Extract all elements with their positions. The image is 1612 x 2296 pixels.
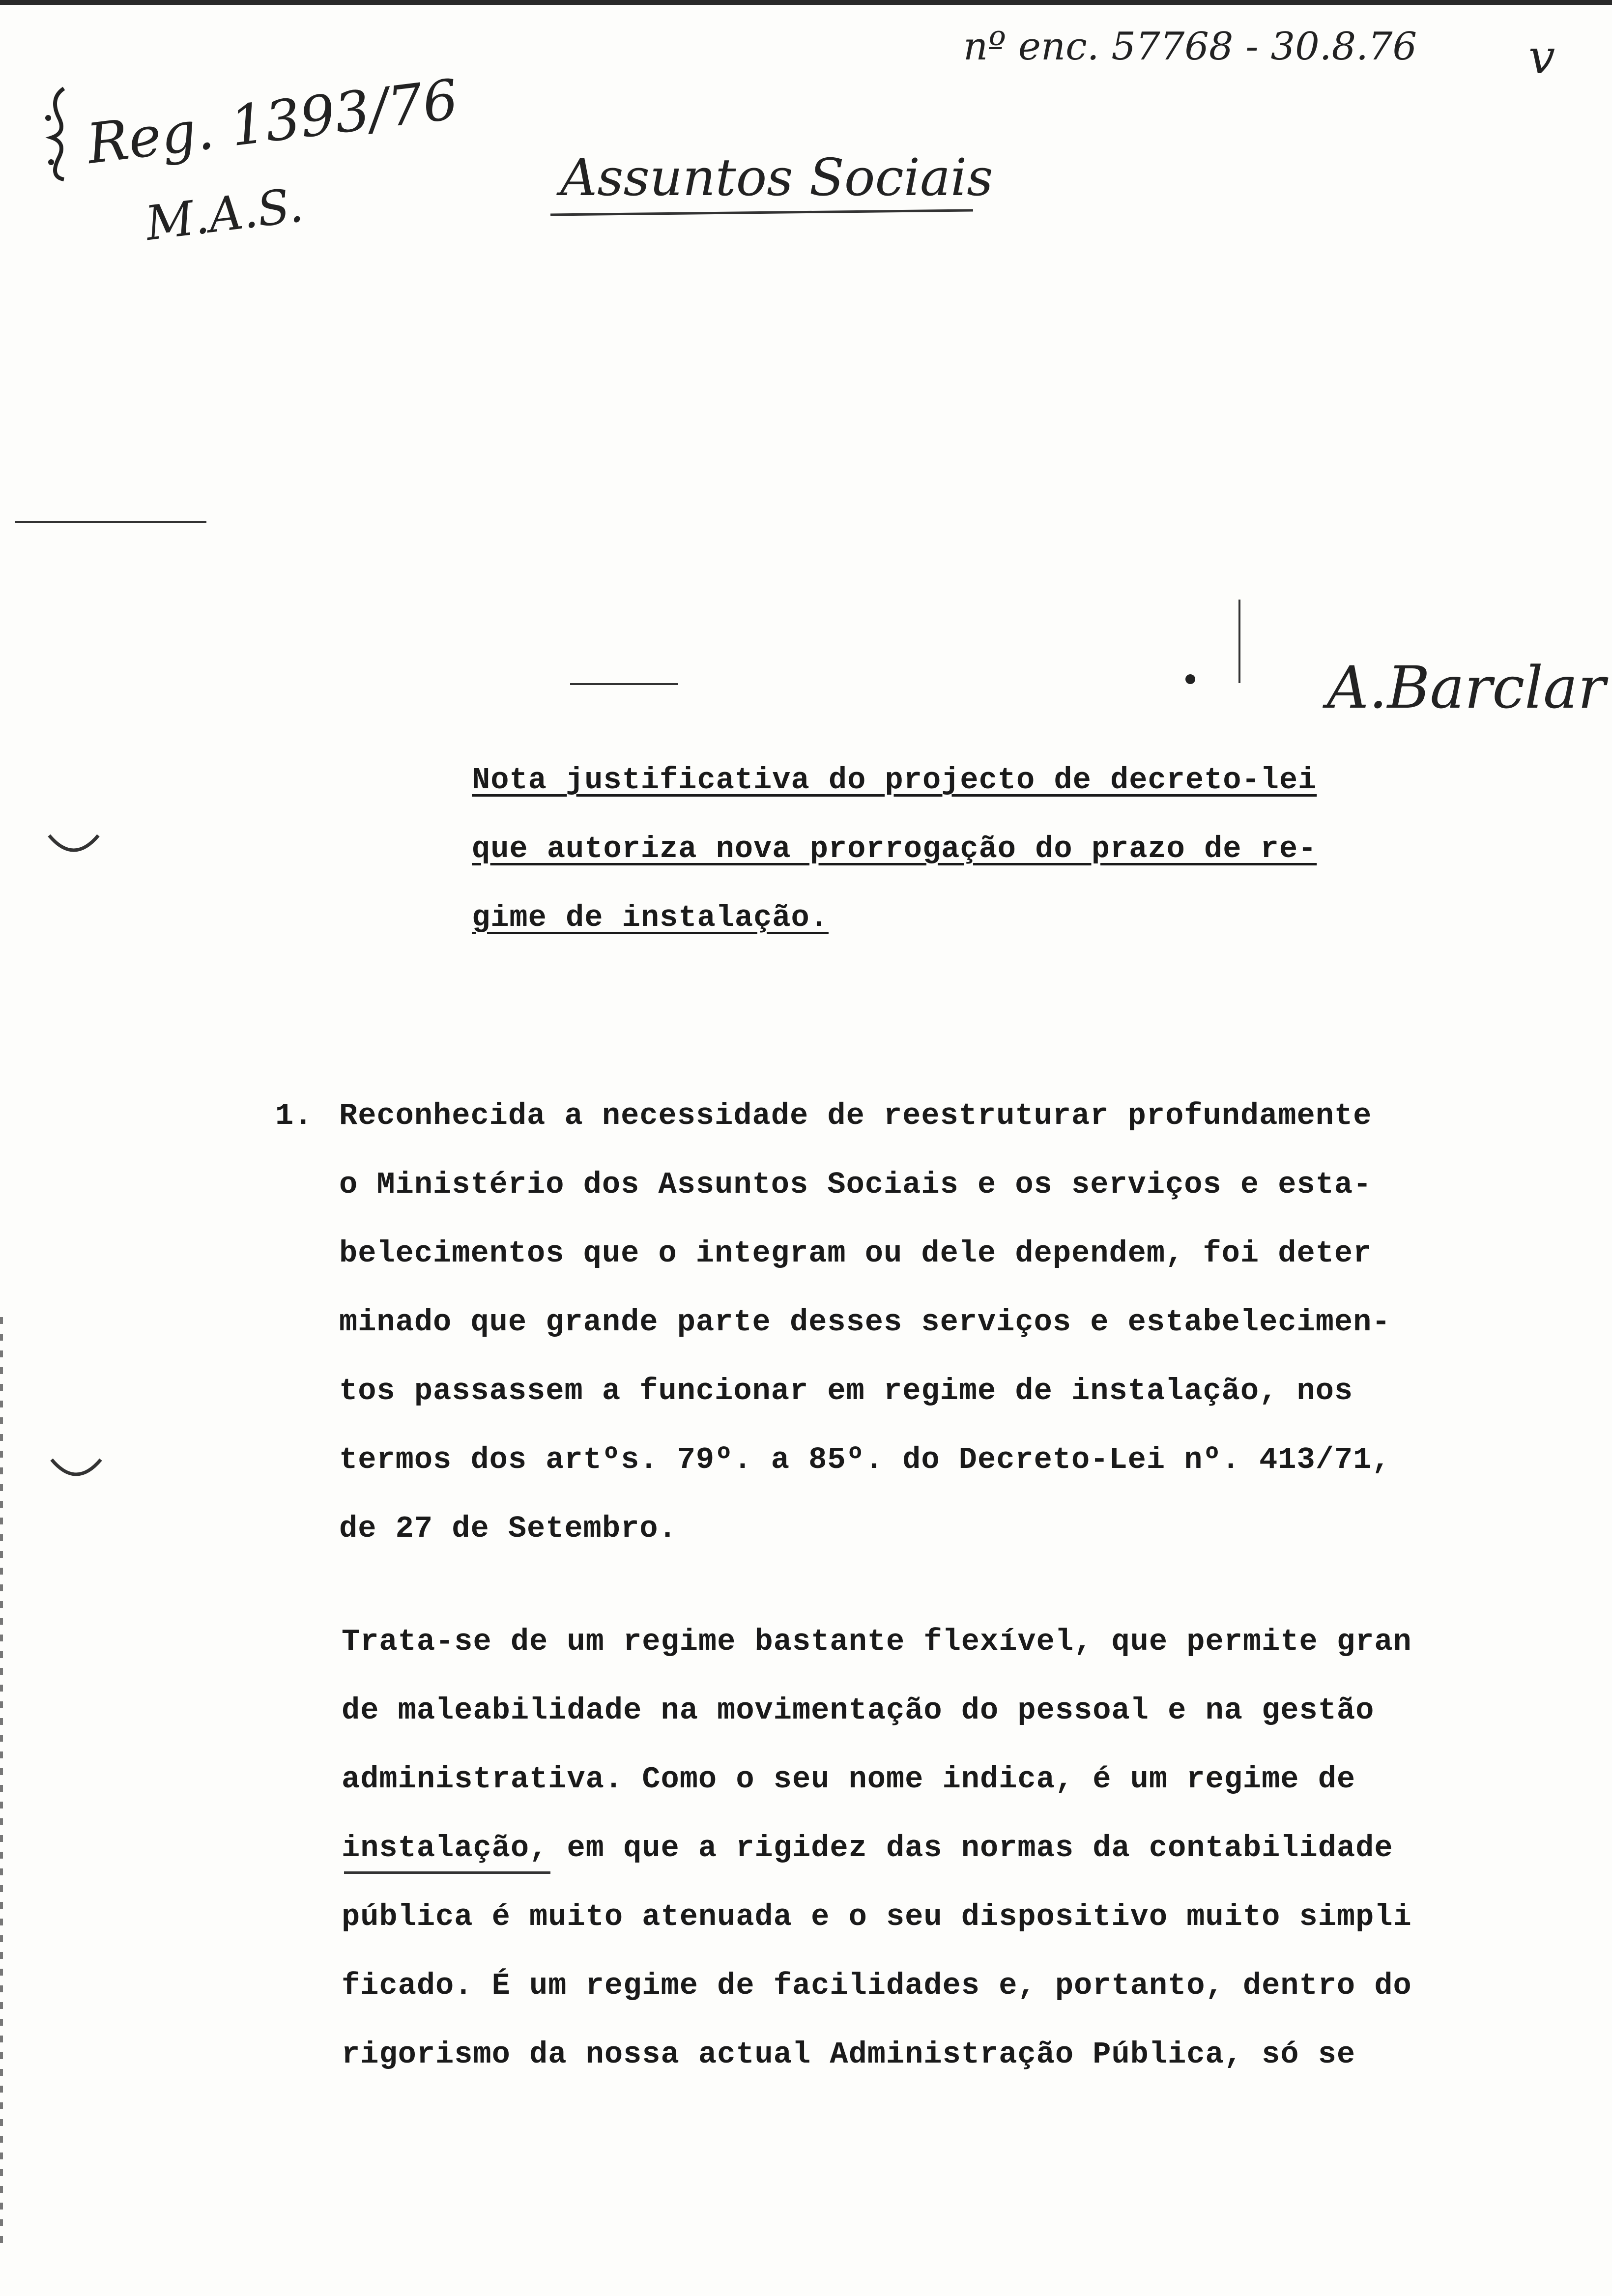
paragraph1-line: termos dos artºs. 79º. a 85º. do Decreto-Lei nº. 413/71,	[339, 1442, 1391, 1477]
paragraph1-line: minado que grande parte desses serviços e estabelecimen-	[339, 1305, 1391, 1340]
paragraph2-line: instalação, em que a rigidez das normas da contabilidade	[342, 1831, 1393, 1866]
short-rule	[570, 683, 678, 685]
title-line-2: que autoriza nova prorrogação do prazo de re-	[472, 832, 1317, 866]
paragraph1-line: Reconhecida a necessidade de reestruturar profundamente	[339, 1098, 1372, 1133]
instalacao-underline	[344, 1871, 550, 1874]
punch-mark-icon	[47, 831, 101, 860]
brace-mark-icon	[44, 84, 74, 182]
handwritten-reference: nº enc. 57768 - 30.8.76	[963, 25, 1417, 69]
handwritten-ministry-initials: M.A.S.	[143, 177, 306, 252]
paragraph1-line: belecimentos que o integram ou dele dependem, foi deter	[339, 1236, 1372, 1271]
heading-underline	[550, 209, 973, 216]
top-edge-line	[0, 0, 1612, 5]
paragraph2-line: pública é muito atenuada e o seu dispositivo muito simpli	[342, 1899, 1412, 1934]
title-line-3: gime de instalação.	[472, 900, 829, 935]
paragraph1-line: de 27 de Setembro.	[339, 1511, 677, 1546]
paragraph1-line: tos passassem a funcionar em regime de instalação, nos	[339, 1374, 1353, 1408]
left-edge-marks	[0, 1317, 3, 2251]
paragraph2-line: ficado. É um regime de facilidades e, portanto, dentro do	[342, 1968, 1412, 2003]
paragraph1-line: o Ministério dos Assuntos Sociais e os serviços e esta-	[339, 1167, 1372, 1202]
paragraph2-line: rigorismo da nossa actual Administração Pública, só se	[342, 2037, 1356, 2072]
paragraph2-line: Trata-se de um regime bastante flexível, que permite gran	[342, 1624, 1412, 1659]
paragraph2-line: de maleabilidade na movimentação do pessoal e na gestão	[342, 1693, 1375, 1728]
punch-mark-icon	[49, 1455, 103, 1484]
signature: A.Barclar	[1327, 654, 1606, 721]
paragraph2-line: administrativa. Como o seu nome indica, é um regime de	[342, 1762, 1356, 1797]
handwritten-registration: Reg. 1393/76	[84, 67, 461, 177]
handwritten-heading: Assuntos Sociais	[560, 147, 993, 207]
dot-mark-icon	[1184, 673, 1196, 685]
left-margin-rule	[15, 521, 206, 523]
check-mark: v	[1528, 29, 1555, 85]
title-line-1: Nota justificativa do projecto de decreto-lei	[472, 763, 1317, 798]
vertical-tick	[1238, 600, 1240, 683]
paragraph-number: 1.	[275, 1098, 313, 1133]
